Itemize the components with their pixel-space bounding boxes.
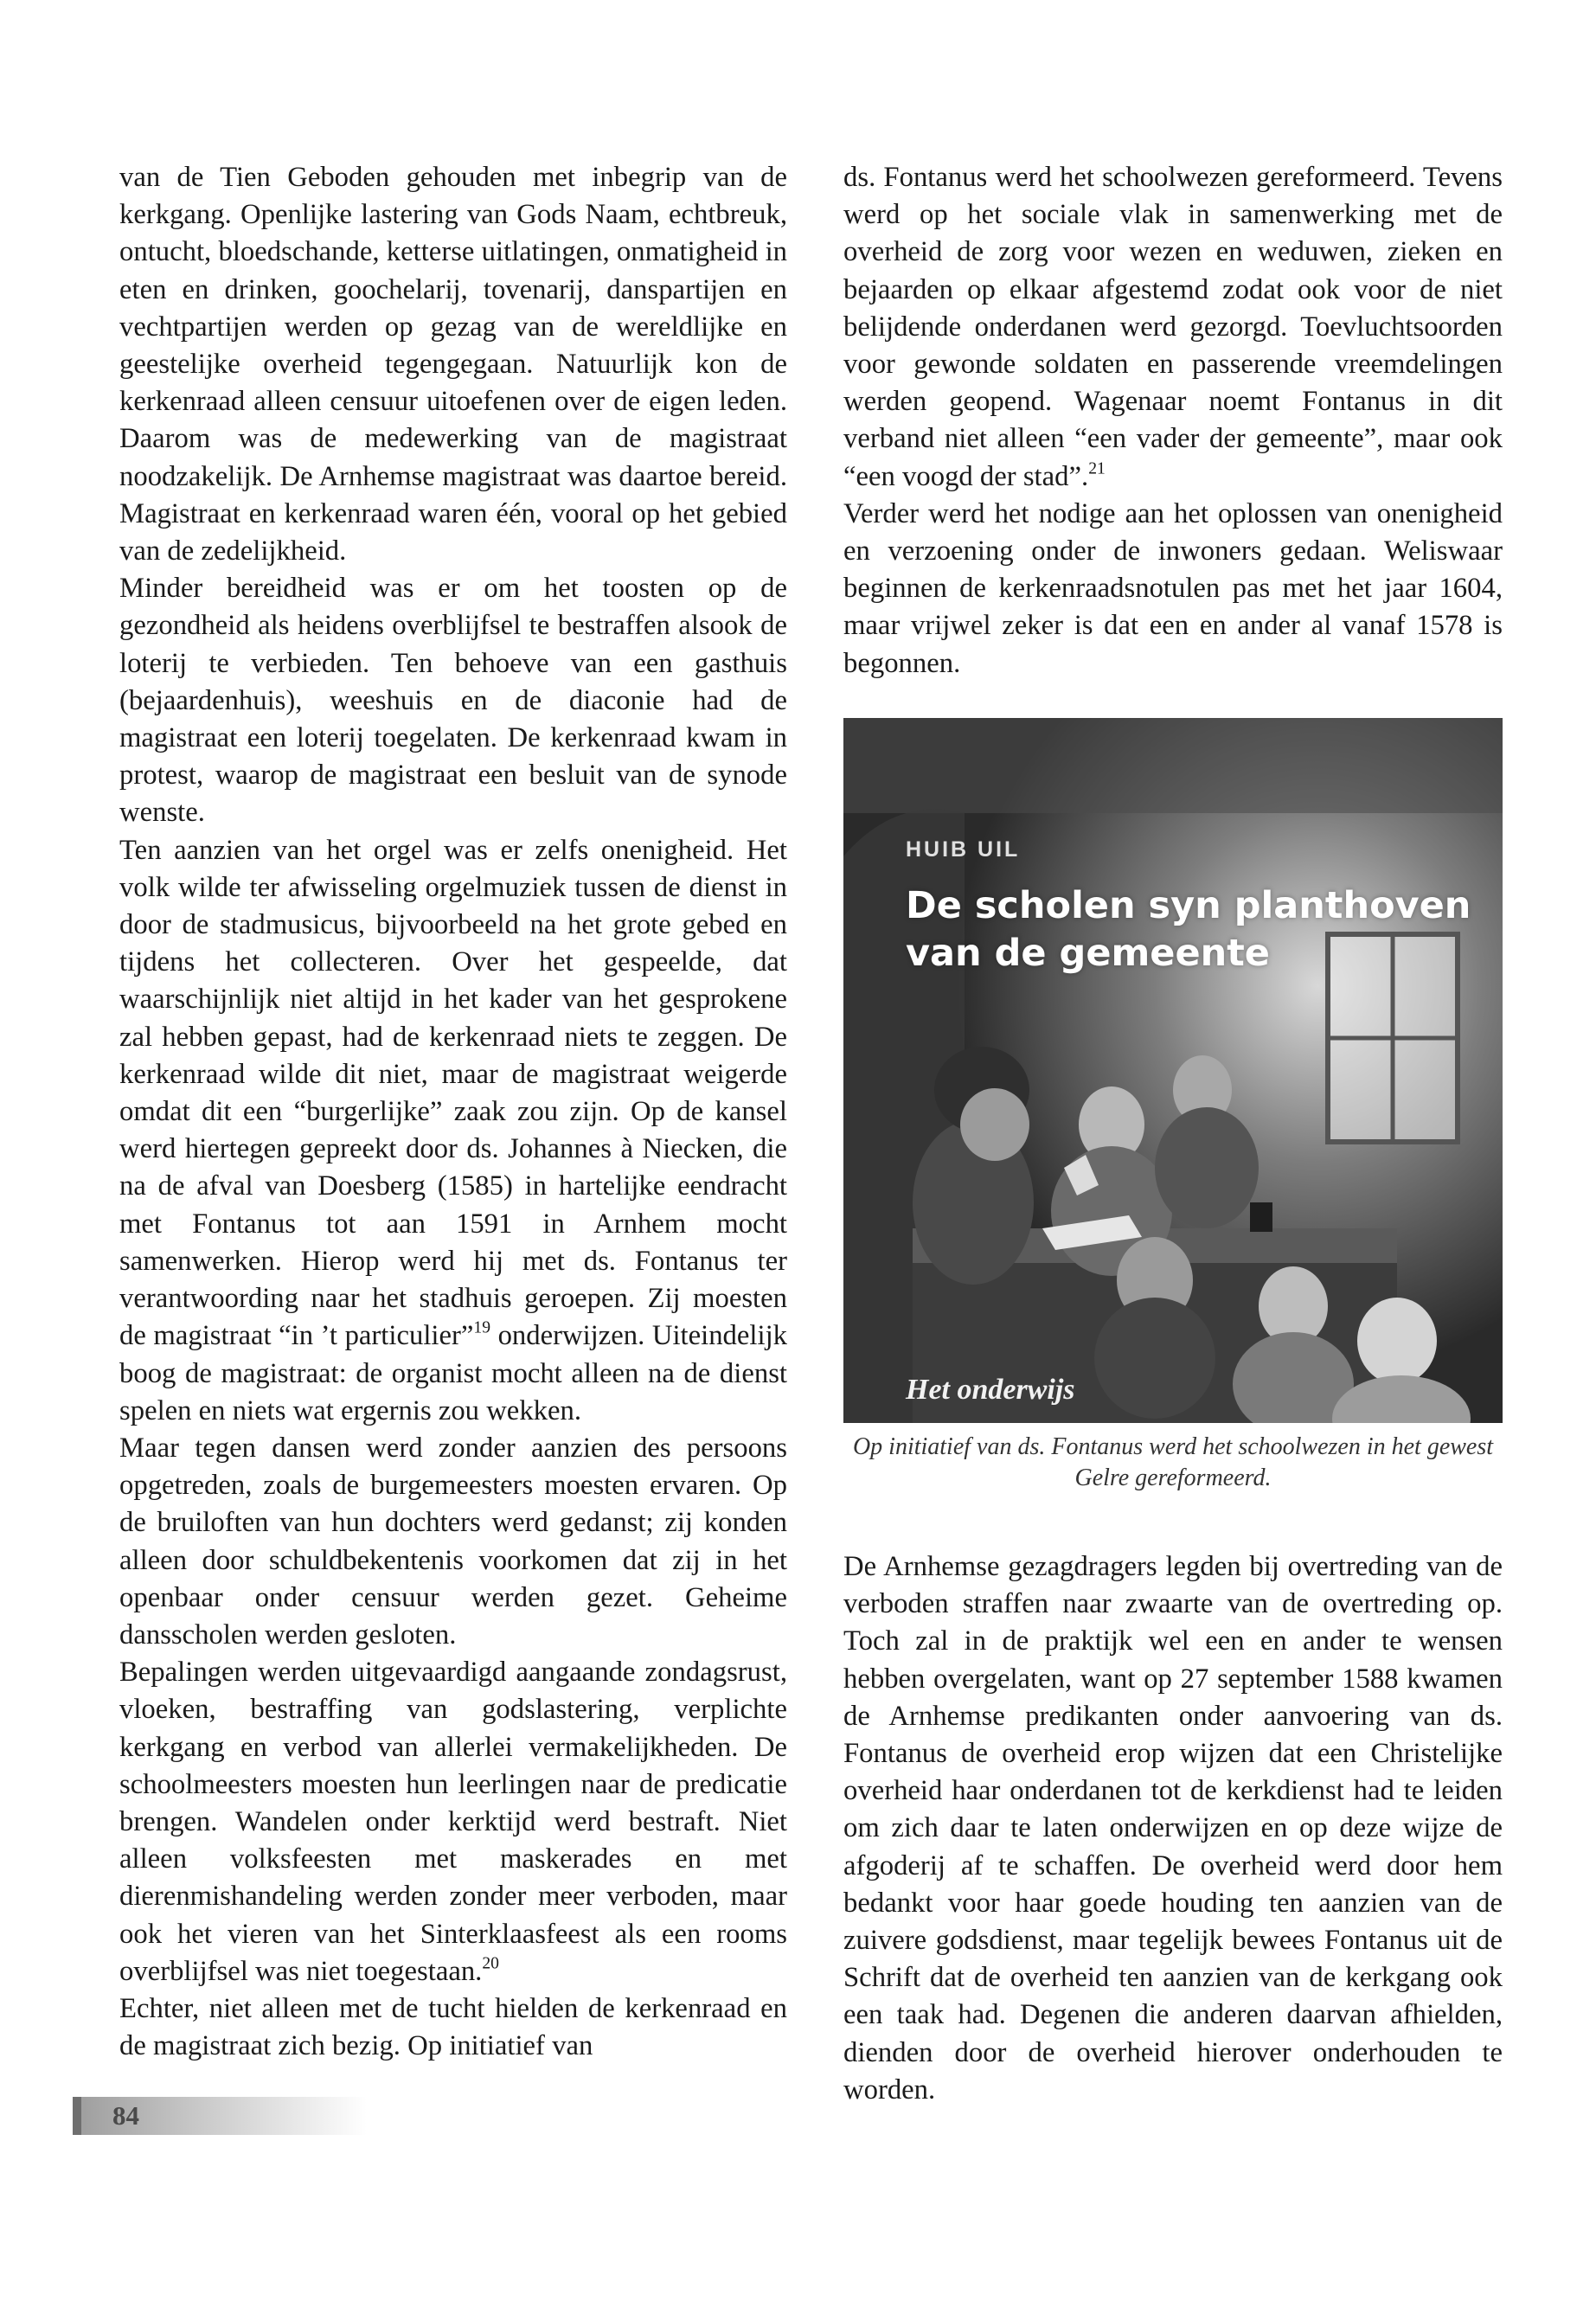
left-column [119, 159, 787, 2065]
right-column-top [843, 159, 1503, 683]
figure-caption: Op initiatief van ds. Fontanus werd het schoolwezen in het gewest Gelre gereformeerd. [852, 1433, 1494, 1491]
paragraph-initiative: Echter, niet alleen met de tucht hielden de kerkenraad en de magistraat zich bezig. Op initiatief van [119, 1992, 787, 2062]
page-number: 84 [112, 2100, 139, 2131]
paragraph-regulations [119, 1654, 787, 1990]
cover-title-line-2: van de gemeente [906, 932, 1270, 975]
paragraph-dancing: Maar tegen dansen werd zonder aanzien des persoons opgetreden, zoals de burgemeesters moesten ervaren. Op de bruiloften van hun dochters werd gedanst; zij konden alleen door schuldbekentenis voorkomen dat zij in het openbaar onder censuur werden gezet. Geheime dansscholen werden gesloten. [119, 1432, 787, 1650]
paragraph-lottery: Minder bereidheid was er om het toosten op de gezondheid als heidens overblijfsel te bestraffen alsook de loterij te verbieden. Ten behoeve van een gasthuis (bejaardenhuis), weeshuis en de diaconie had de magistraat een loterij toegelaten. De kerkenraad kwam in protest, waarop de magistraat een besluit van de synode wenste. [119, 573, 787, 829]
cover-title [906, 882, 1494, 977]
painting-illustration [843, 718, 1503, 1423]
paragraph-reconciliation: Verder werd het nodige aan het oplossen van onenigheid en verzoening onder de inwoners gedaan. Weliswaar beginnen de kerkenraadsnotulen pas met het jaar 1604, maar vrijwel zeker is dat een en ander al vanaf 1578 is begonnen. [843, 497, 1503, 679]
regulations-text: Bepalingen werden uitgevaardigd aangaande zondagsrust, vloeken, bestraffing van godslastering, verplichte kerkgang en verbod van allerlei vermakelijkheden. De schoolmeesters moesten hun leerlingen naar de predicatie brengen. Wandelen onder kerktijd werd bestraft. Niet alleen volksfeesten met maskerades en met dierenmishandeling werden zonder meer verboden, maar ook het vieren van het Sinterklaasfeest als een rooms overblijfsel was niet toegestaan. [119, 1657, 787, 1987]
cover-subtitle: Het onderwijs [906, 1374, 1075, 1406]
book-cover-image [843, 718, 1503, 1423]
paragraph-fontanus [843, 159, 1503, 496]
fontanus-text: ds. Fontanus werd het schoolwezen gereformeerd. Tevens werd op het sociale vlak in samenwerking met de overheid de zorg voor wezen en weduwen, zieken en bejaarden op elkaar afgestemd zodat ook voor de niet belijdende onderdanen werd gezorgd. Toevluchtsoorden voor gewonde soldaten en passerende vreemdelingen werden geopend. Wagenaar noemt Fontanus in dit verband niet alleen “een vader der gemeente”, maar ook “een voogd der stad”. [843, 162, 1503, 492]
paragraph-discipline: van de Tien Geboden gehouden met inbegrip van de kerkgang. Openlijke lastering van Gods Naam, echtbreuk, ontucht, bloedschande, ketterse uitlatingen, onmatigheid in eten en drinken, goochelarij, tovenarij, danspartijen en vechtpartijen werden op gezag van de wereldlijke en geestelijke overheid tegengegaan. Natuurlijk kon de kerkenraad alleen censuur uitoefenen over de eigen leden. Daarom was de medewerking van de magistraat noodzakelijk. De Arnhemse magistraat was daartoe bereid. Magistraat en kerkenraad waren één, vooral op het gebied van de zedelijkheid. [119, 162, 787, 567]
footnote-ref-19: 19 [473, 1318, 490, 1337]
footnote-ref-20: 20 [482, 1954, 499, 1973]
paragraph-authorities: De Arnhemse gezagdragers legden bij overtreding van de verboden straffen naar zwaarte van de overtreding op. Toch zal in de praktijk wel een en ander te wensen hebben overgelaten, want op 27 september 1588 kwamen de Arnhemse predikanten onder aanvoering van ds. Fontanus de overheid erop wijzen dat een Christelijke overheid haar onderdanen tot de kerkdienst had te leiden om zich daar te laten onderwijzen en op deze wijze de afgoderij af te schaffen. De overheid werd door hem bedankt voor haar goede houding ten aanzien van de zuivere godsdienst, maar tegelijk bewees Fontanus uit de Schrift dat de overheid ten aanzien van de kerkgang ook een taak had. Degenen die anderen daarvan afhielden, dienden door de overheid hierover onderhouden te worden. [843, 1551, 1503, 2106]
paragraph-organ [119, 832, 787, 1430]
cover-author: HUIB UIL [906, 837, 1021, 862]
footnote-ref-21: 21 [1088, 458, 1106, 478]
cover-title-line-1: De scholen syn planthoven [906, 884, 1471, 927]
organ-text-continued: onderwijzen. Uiteindelijk boog de magistraat: de organist mocht alleen na de dienst spelen en niets wat ergernis zou wekken. [119, 1320, 787, 1426]
page-number-bar-edge [73, 2097, 81, 2135]
right-column-bottom [843, 1548, 1503, 2109]
organ-text: Ten aanzien van het orgel was er zelfs onenigheid. Het volk wilde ter afwisseling orgelmuziek tussen de dienst in door de stadmusicus, bijvoorbeeld na het grote gebed en tijdens het collecteren. Over het gespeelde, dat waarschijnlijk niet altijd in het kader van het gesprokene zal hebben gepast, had de kerkenraad niets te zeggen. De kerkenraad wilde dit niet, maar de magistraat weigerde omdat dit een “burgerlijke” zaak zou zijn. Op de kansel werd hiertegen gepreekt door ds. Johannes à Niecken, die na de afval van Doesberg (1585) in hartelijke eendracht met Fontanus tot aan 1591 in Arnhem mocht samenwerken. Hierop werd hij met ds. Fontanus ter verantwoording naar het stadhuis geroepen. Zij moesten de magistraat “in ’t particulier” [119, 834, 787, 1352]
